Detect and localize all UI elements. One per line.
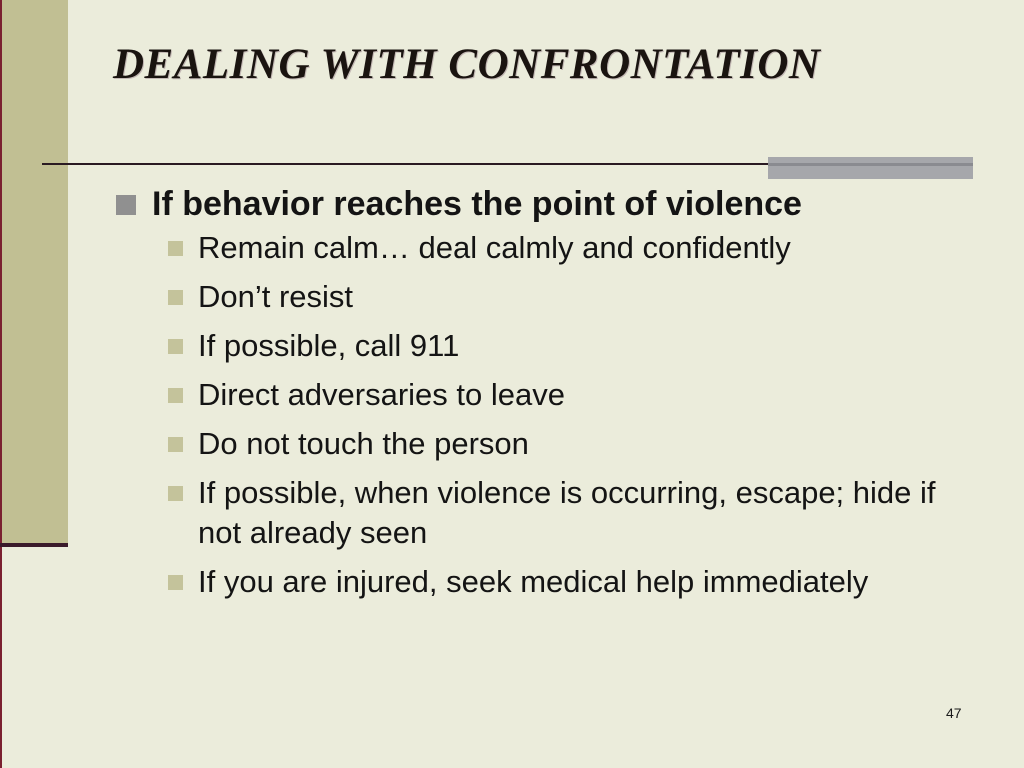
sub-bullet-text: If possible, when violence is occurring, escape; hide if not already seen (198, 475, 936, 550)
main-bullet-text: If behavior reaches the point of violence (152, 185, 802, 223)
square-bullet-icon (116, 195, 136, 215)
main-bullet (116, 180, 976, 228)
square-bullet-icon (168, 437, 183, 452)
title-accent-bar (768, 157, 973, 179)
slide-title: DEALING WITH CONFRONTATION (113, 41, 821, 88)
square-bullet-icon (168, 388, 183, 403)
sidebar-bottom-rule (0, 543, 68, 547)
sub-bullet-text: Remain calm… deal calmly and confidently (198, 230, 791, 265)
square-bullet-icon (168, 575, 183, 590)
square-bullet-icon (168, 241, 183, 256)
sub-bullet-text: If possible, call 911 (198, 328, 460, 363)
square-bullet-icon (168, 486, 183, 501)
sub-bullet-text: Do not touch the person (198, 426, 529, 461)
sub-bullet (116, 228, 976, 268)
sub-bullet (116, 326, 976, 366)
sub-bullet (116, 473, 976, 553)
sub-bullet-text: Direct adversaries to leave (198, 377, 565, 412)
page-number: 47 (946, 705, 962, 721)
left-sidebar-decoration (0, 0, 68, 546)
sub-bullet-list (116, 228, 976, 602)
bullet-list (116, 180, 976, 611)
sub-bullet (116, 424, 976, 464)
sub-bullet-text: If you are injured, seek medical help immediately (198, 564, 869, 599)
sub-bullet (116, 277, 976, 317)
left-edge-line (0, 0, 2, 768)
square-bullet-icon (168, 290, 183, 305)
sub-bullet-text: Don’t resist (198, 279, 354, 314)
title-accent-line (768, 163, 973, 166)
sub-bullet (116, 375, 976, 415)
square-bullet-icon (168, 339, 183, 354)
sub-bullet (116, 562, 976, 602)
